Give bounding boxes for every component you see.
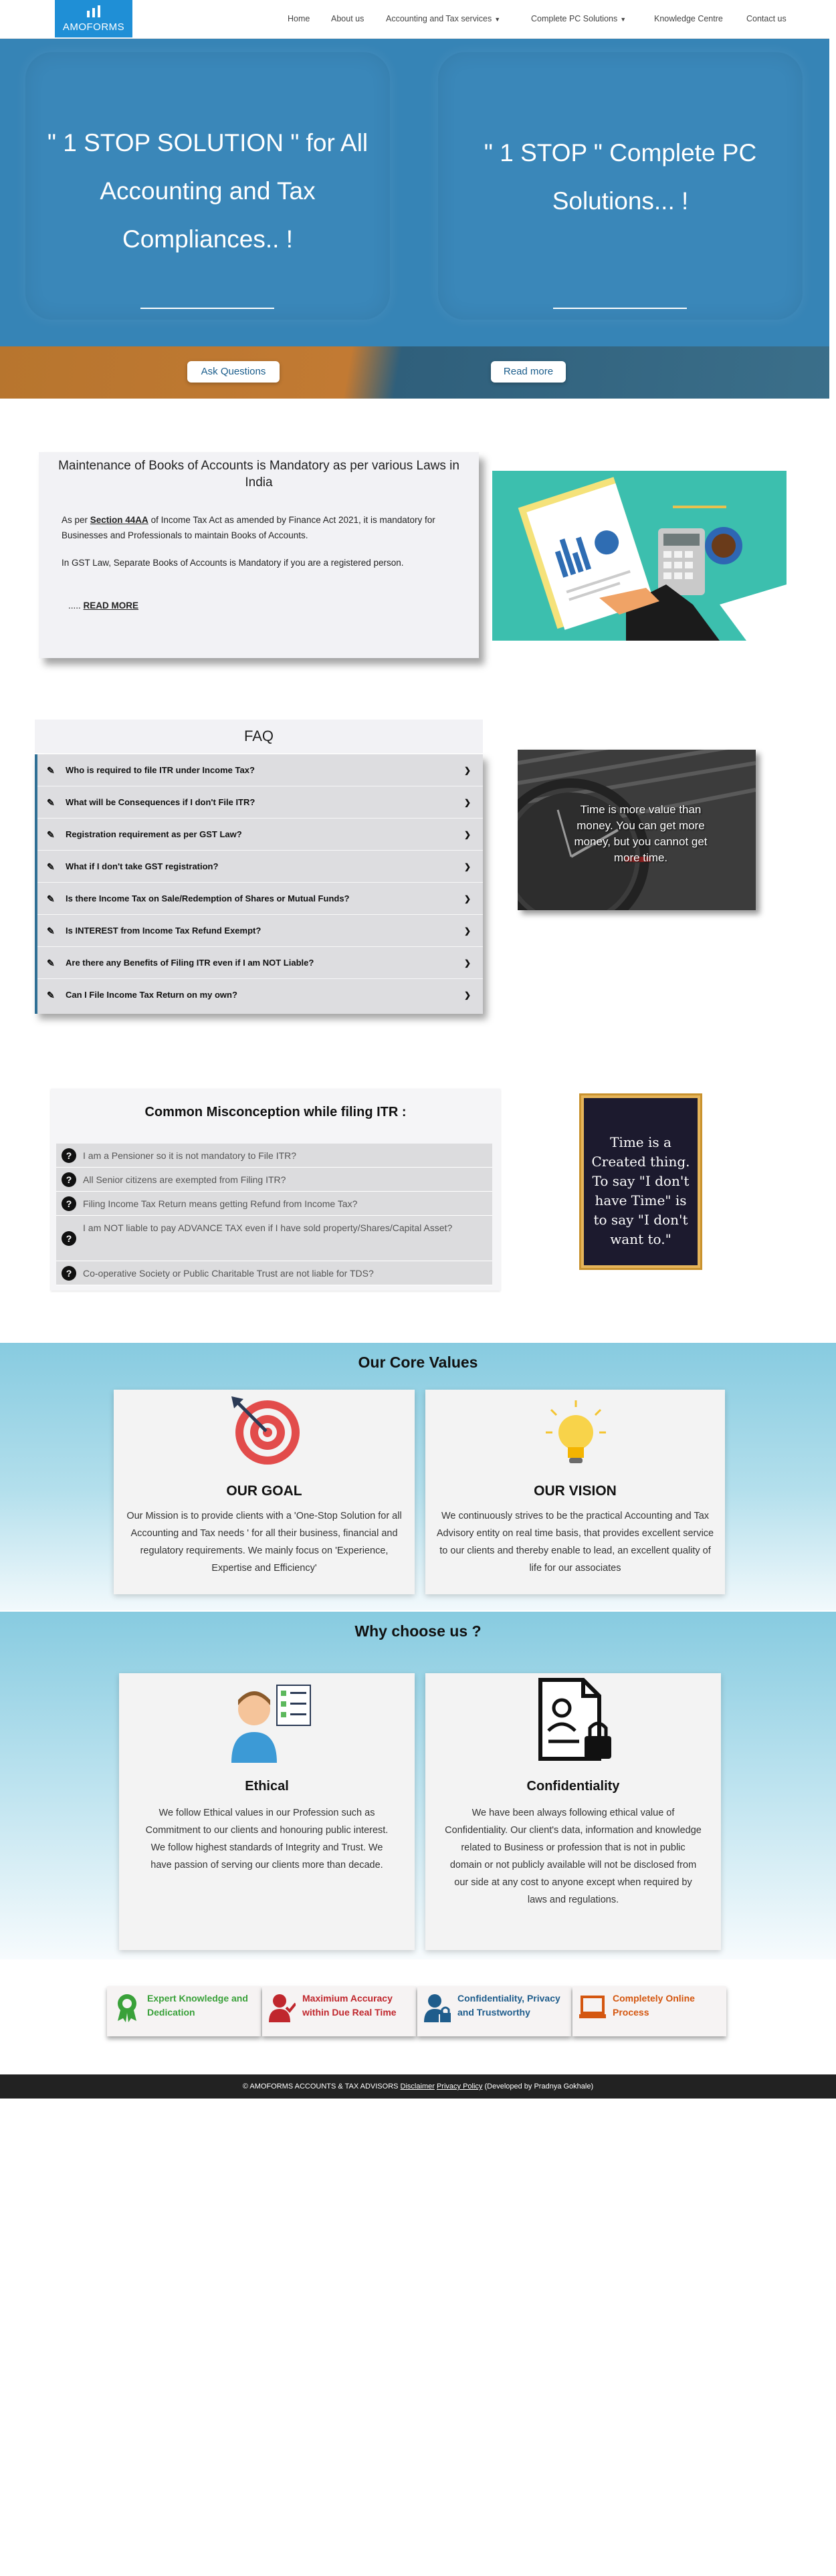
vision-title: OUR VISION [534, 1483, 617, 1499]
chevron-right-icon: ❯ [463, 990, 471, 1000]
confidentiality-title: Confidentiality [526, 1779, 620, 1794]
person-checklist-icon [227, 1676, 314, 1765]
feature-maximum-accuracy [262, 1986, 416, 2036]
hero-card-pc-solutions [438, 52, 803, 320]
question-icon: ? [62, 1231, 76, 1246]
faq-accordion [35, 754, 483, 1014]
ethical-card [119, 1673, 415, 1950]
logo-text: AMOFORMS [62, 21, 125, 33]
pencil-icon: ✎ [47, 829, 55, 840]
hero-right-title: " 1 STOP " Complete PC Solutions... ! [484, 139, 757, 215]
user-check-icon [269, 1993, 296, 2022]
faq-item[interactable]: ✎ What will be Consequences if I don't File ITR? ❯ [37, 786, 483, 819]
faq-item[interactable]: ✎ Are there any Benefits of Filing ITR even if I am NOT Liable? ❯ [37, 947, 483, 979]
top-navigation [0, 0, 829, 39]
core-values-section [0, 1343, 836, 1610]
nav-complete-pc-solutions[interactable]: Complete PC Solutions ▼ [531, 14, 627, 23]
chevron-right-icon: ❯ [463, 766, 471, 775]
hero-left-title: " 1 STOP SOLUTION " for All Accounting and Tax Compliances.. ! [47, 129, 369, 253]
section-44aa-link[interactable]: Section 44AA [90, 515, 148, 525]
ask-questions-button[interactable]: Ask Questions [187, 361, 280, 383]
document-lock-icon [532, 1676, 619, 1764]
footer-copyright: © AMOFORMS ACCOUNTS & TAX ADVISORS [242, 2082, 399, 2090]
read-more-button[interactable]: Read more [491, 361, 566, 383]
chevron-right-icon: ❯ [463, 894, 471, 903]
bar-chart-icon [86, 5, 102, 17]
feature-label: Confidentiality, Privacy and Trustworthy [457, 1993, 560, 2018]
faq-heading: FAQ [35, 720, 483, 753]
misconception-card [51, 1089, 500, 1291]
chevron-right-icon: ❯ [463, 926, 471, 936]
footer-developer: (Developed by Pradnya Gokhale) [484, 2082, 594, 2090]
books-title: Maintenance of Books of Accounts is Mandatory as per various Laws in India [58, 459, 459, 490]
chevron-down-icon: ▼ [620, 16, 627, 23]
misconception-item[interactable]: ? Co-operative Society or Public Charitable Trust are not liable for TDS? [56, 1261, 492, 1285]
books-read-more: ..... READ MORE [68, 601, 139, 611]
feature-online-process [572, 1986, 726, 2036]
question-icon: ? [62, 1266, 76, 1281]
hero-bottom-band [0, 346, 829, 399]
nav-accounting-tax-services[interactable]: Accounting and Tax services ▼ [386, 14, 501, 23]
feature-label: Maximium Accuracy within Due Real Time [302, 1993, 397, 2018]
goal-text: Our Mission is to provide clients with a 'One-Stop Solution for all Accounting and Tax needs ' for all their business, financial and regulatory requirements. We mainly focus on 'Experience, Expertise and Efficiency' [126, 1511, 402, 1574]
confidentiality-text: We have been always following ethical value of Confidentiality. Our client's data, information and knowledge related to Business or profession that is not in public domain or not publicly available will not be disclosed from our side at any cost to anyone except when required by laws and regulations. [445, 1808, 702, 1905]
misconception-item[interactable]: ? All Senior citizens are exempted from Filing ITR? [56, 1168, 492, 1192]
hero-banner [0, 39, 829, 399]
nav-knowledge-centre[interactable]: Knowledge Centre [654, 14, 723, 23]
pencil-icon: ✎ [47, 990, 55, 1000]
user-lock-icon [424, 1993, 451, 2022]
site-footer [0, 2074, 836, 2099]
footer-disclaimer-link[interactable]: Disclaimer [400, 2082, 435, 2090]
goal-card [114, 1390, 415, 1594]
faq-item[interactable]: ✎ Is there Income Tax on Sale/Redemption of Shares or Mutual Funds? ❯ [37, 883, 483, 915]
confidentiality-card [425, 1673, 721, 1950]
faq-item[interactable]: ✎ Can I File Income Tax Return on my own? ❯ [37, 979, 483, 1011]
chevron-right-icon: ❯ [463, 862, 471, 871]
chevron-right-icon: ❯ [463, 830, 471, 839]
ethical-text: We follow Ethical values in our Profession such as Commitment to our clients and honouring public interest. We follow highest standards of Integrity and Trust. We have passion of serving our clients more than decade. [145, 1808, 389, 1870]
footer-privacy-link[interactable]: Privacy Policy [436, 2082, 483, 2090]
pencil-icon: ✎ [47, 765, 55, 776]
core-values-title: Our Core Values [358, 1354, 478, 1371]
hero-divider [553, 308, 687, 309]
accounting-illustration [492, 471, 787, 641]
clock-quote-image [518, 750, 756, 910]
books-read-more-link[interactable]: READ MORE [83, 601, 139, 611]
books-paragraph-1: As per Section 44AA of Income Tax Act as amended by Finance Act 2021, it is mandatory for Businesses and Professionals to maintain Books of Accounts. [62, 515, 435, 540]
site-logo[interactable] [55, 0, 132, 37]
hero-divider [140, 308, 274, 309]
question-icon: ? [62, 1172, 76, 1187]
pencil-icon: ✎ [47, 958, 55, 968]
misconception-title: Common Misconception while filing ITR : [144, 1105, 407, 1119]
why-choose-us-section [0, 1612, 836, 1959]
misconception-item[interactable]: ? Filing Income Tax Return means getting Refund from Income Tax? [56, 1192, 492, 1216]
pencil-icon: ✎ [47, 861, 55, 872]
laptop-icon [579, 1993, 606, 2022]
books-paragraph-2: In GST Law, Separate Books of Accounts is Mandatory if you are a registered person. [62, 558, 404, 568]
faq-item[interactable]: ✎ Is INTEREST from Income Tax Refund Exempt? ❯ [37, 915, 483, 947]
why-choose-us-title: Why choose us ? [354, 1622, 482, 1640]
lightbulb-icon [546, 1400, 606, 1467]
clock-quote-text: Time is more value than money. You can get more money, but you cannot get more time. [574, 803, 708, 864]
feature-confidentiality [417, 1986, 571, 2036]
target-icon [229, 1394, 302, 1467]
vision-text: We continuously strives to be the practical Accounting and Tax Advisory entity on real time basis, that provides excellent service to our clients and thereby enable to lead, an excellent quality of life for our associates [436, 1511, 714, 1574]
chevron-right-icon: ❯ [463, 958, 471, 968]
chevron-down-icon: ▼ [494, 16, 501, 23]
nav-contact-us[interactable]: Contact us [746, 14, 787, 23]
misconception-item[interactable]: ? I am NOT liable to pay ADVANCE TAX even if I have sold property/Shares/Capital Asset? [56, 1216, 492, 1261]
question-icon: ? [62, 1148, 76, 1163]
feature-label: Expert Knowledge and Dedication [147, 1993, 248, 2018]
pencil-icon: ✎ [47, 893, 55, 904]
pencil-icon: ✎ [47, 926, 55, 936]
vision-card [425, 1390, 725, 1594]
ethical-title: Ethical [245, 1779, 289, 1794]
misconception-item[interactable]: ? I am a Pensioner so it is not mandatory to File ITR? [56, 1144, 492, 1168]
feature-label: Completely Online Process [613, 1993, 695, 2018]
nav-about-us[interactable]: About us [331, 14, 364, 23]
goal-title: OUR GOAL [226, 1483, 302, 1499]
faq-item[interactable]: ✎ Who is required to file ITR under Income Tax? ❯ [37, 754, 483, 786]
faq-item[interactable]: ✎ What if I don't take GST registration? ❯ [37, 851, 483, 883]
feature-expert-knowledge [107, 1986, 261, 2036]
books-of-accounts-card [39, 452, 479, 658]
time-quote-poster [579, 1093, 702, 1270]
award-icon [114, 1993, 140, 2022]
poster-quote-text: Time is a Created thing. To say "I don't have Time" is to say "I don't want to." [591, 1134, 690, 1247]
hero-card-accounting [25, 52, 390, 320]
nav-home[interactable]: Home [288, 14, 310, 23]
faq-item[interactable]: ✎ Registration requirement as per GST Law? ❯ [37, 819, 483, 851]
pencil-icon: ✎ [47, 797, 55, 808]
question-icon: ? [62, 1196, 76, 1211]
chevron-right-icon: ❯ [463, 798, 471, 807]
